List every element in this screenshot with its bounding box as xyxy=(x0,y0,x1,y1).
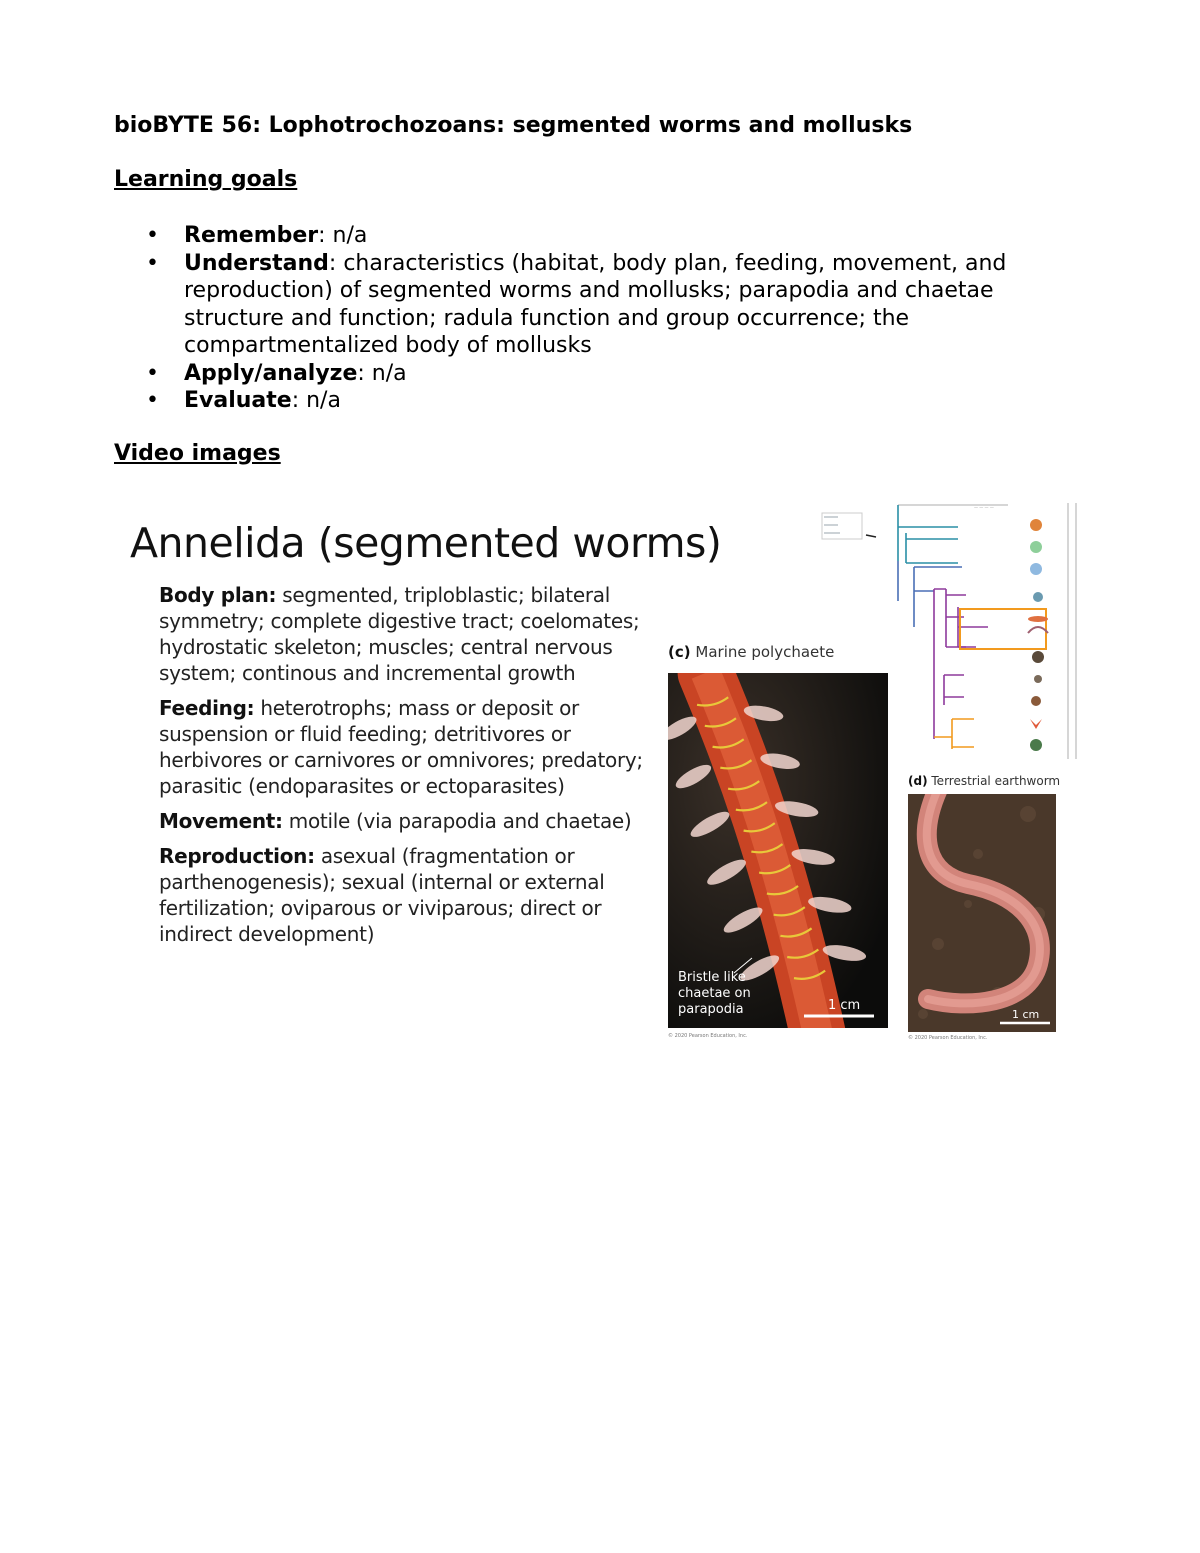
bullet-icon: • xyxy=(146,388,159,413)
chaetae-annotation-line1: Bristle like xyxy=(678,970,746,985)
goal-text: : n/a xyxy=(357,360,407,386)
slide-section-movement xyxy=(159,808,664,834)
figure-letter: (d) xyxy=(908,774,928,788)
goal-text: : n/a xyxy=(318,223,368,248)
goal-text: : n/a xyxy=(291,388,341,413)
section-text: asexual (fragmentation or parthenogenesis); sexual (internal or external fertilization; oviparous or viviparous; direct or indirect development) xyxy=(159,844,605,946)
bullet-icon: • xyxy=(146,360,159,386)
figure-caption-text: Marine polychaete xyxy=(695,643,835,661)
scale-bar-label: 1 cm xyxy=(828,998,861,1013)
slide-section-reproduction xyxy=(159,843,664,947)
goal-item-apply-analyze xyxy=(114,360,1094,388)
video-images-heading: Video images xyxy=(114,441,281,466)
section-label: Movement: xyxy=(159,809,283,833)
slide-section-feeding xyxy=(159,695,664,799)
slide-title: Annelida (segmented worms) xyxy=(130,519,722,567)
goal-label: Apply/analyze xyxy=(184,360,358,386)
goal-label: Remember xyxy=(184,223,319,248)
slide-body-text xyxy=(159,582,664,956)
section-text: heterotrophs; mass or deposit or suspension or fluid feeding; detritivores or herbivores or carnivores or omnivores; predatory; parasitic (endoparasites or ectoparasites) xyxy=(159,696,643,798)
marine-polychaete-photo xyxy=(668,673,888,1028)
section-label: Body plan: xyxy=(159,583,277,607)
figure-d-copyright: © 2020 Pearson Education, Inc. xyxy=(908,1035,988,1041)
bullet-icon: • xyxy=(146,223,159,248)
section-text: motile (via parapodia and chaetae) xyxy=(282,809,632,833)
figure-caption-text: Terrestrial earthworm xyxy=(931,774,1061,788)
bullet-icon: • xyxy=(146,250,159,276)
goal-item-understand xyxy=(114,250,1094,360)
polychaete-illustration xyxy=(668,673,888,1028)
goal-text: : characteristics (habitat, body plan, feeding, movement, and reproduction) of segmented worms and mollusks; parapodia and chaetae structure and function; radula function and group occurrence; the compartmentalized body of mollusks xyxy=(184,250,1007,358)
figure-c-caption xyxy=(668,643,834,661)
figure-letter: (c) xyxy=(668,643,691,661)
slide-section-body-plan xyxy=(159,582,664,686)
section-label: Reproduction: xyxy=(159,844,315,868)
section-text: segmented, triploblastic; bilateral symmetry; complete digestive tract; coelomates; hydrostatic skeleton; muscles; central nervous system; continous and incremental growth xyxy=(159,583,640,685)
learning-goals-heading: Learning goals xyxy=(114,167,298,192)
figure-d-caption xyxy=(908,774,1060,788)
chaetae-annotation-line2: chaetae on xyxy=(678,986,751,1001)
figure-c-copyright: © 2020 Pearson Education, Inc. xyxy=(668,1033,748,1039)
goal-label: Understand xyxy=(184,250,329,276)
scale-bar-label: 1 cm xyxy=(1012,1008,1040,1021)
section-label: Feeding: xyxy=(159,696,255,720)
goal-label: Evaluate xyxy=(184,388,292,413)
learning-goals-list xyxy=(114,222,1094,415)
terrestrial-earthworm-photo xyxy=(908,794,1056,1032)
goal-item-remember xyxy=(114,222,1094,250)
goal-item-evaluate xyxy=(114,387,1094,415)
lecture-slide-image xyxy=(114,497,1080,1045)
chaetae-annotation-line3: parapodia xyxy=(678,1002,744,1017)
svg-text:— — — —: — — — — xyxy=(974,505,994,510)
document-title: bioBYTE 56: Lophotrochozoans: segmented worms and mollusks xyxy=(114,113,913,138)
earthworm-illustration xyxy=(908,794,1056,1032)
